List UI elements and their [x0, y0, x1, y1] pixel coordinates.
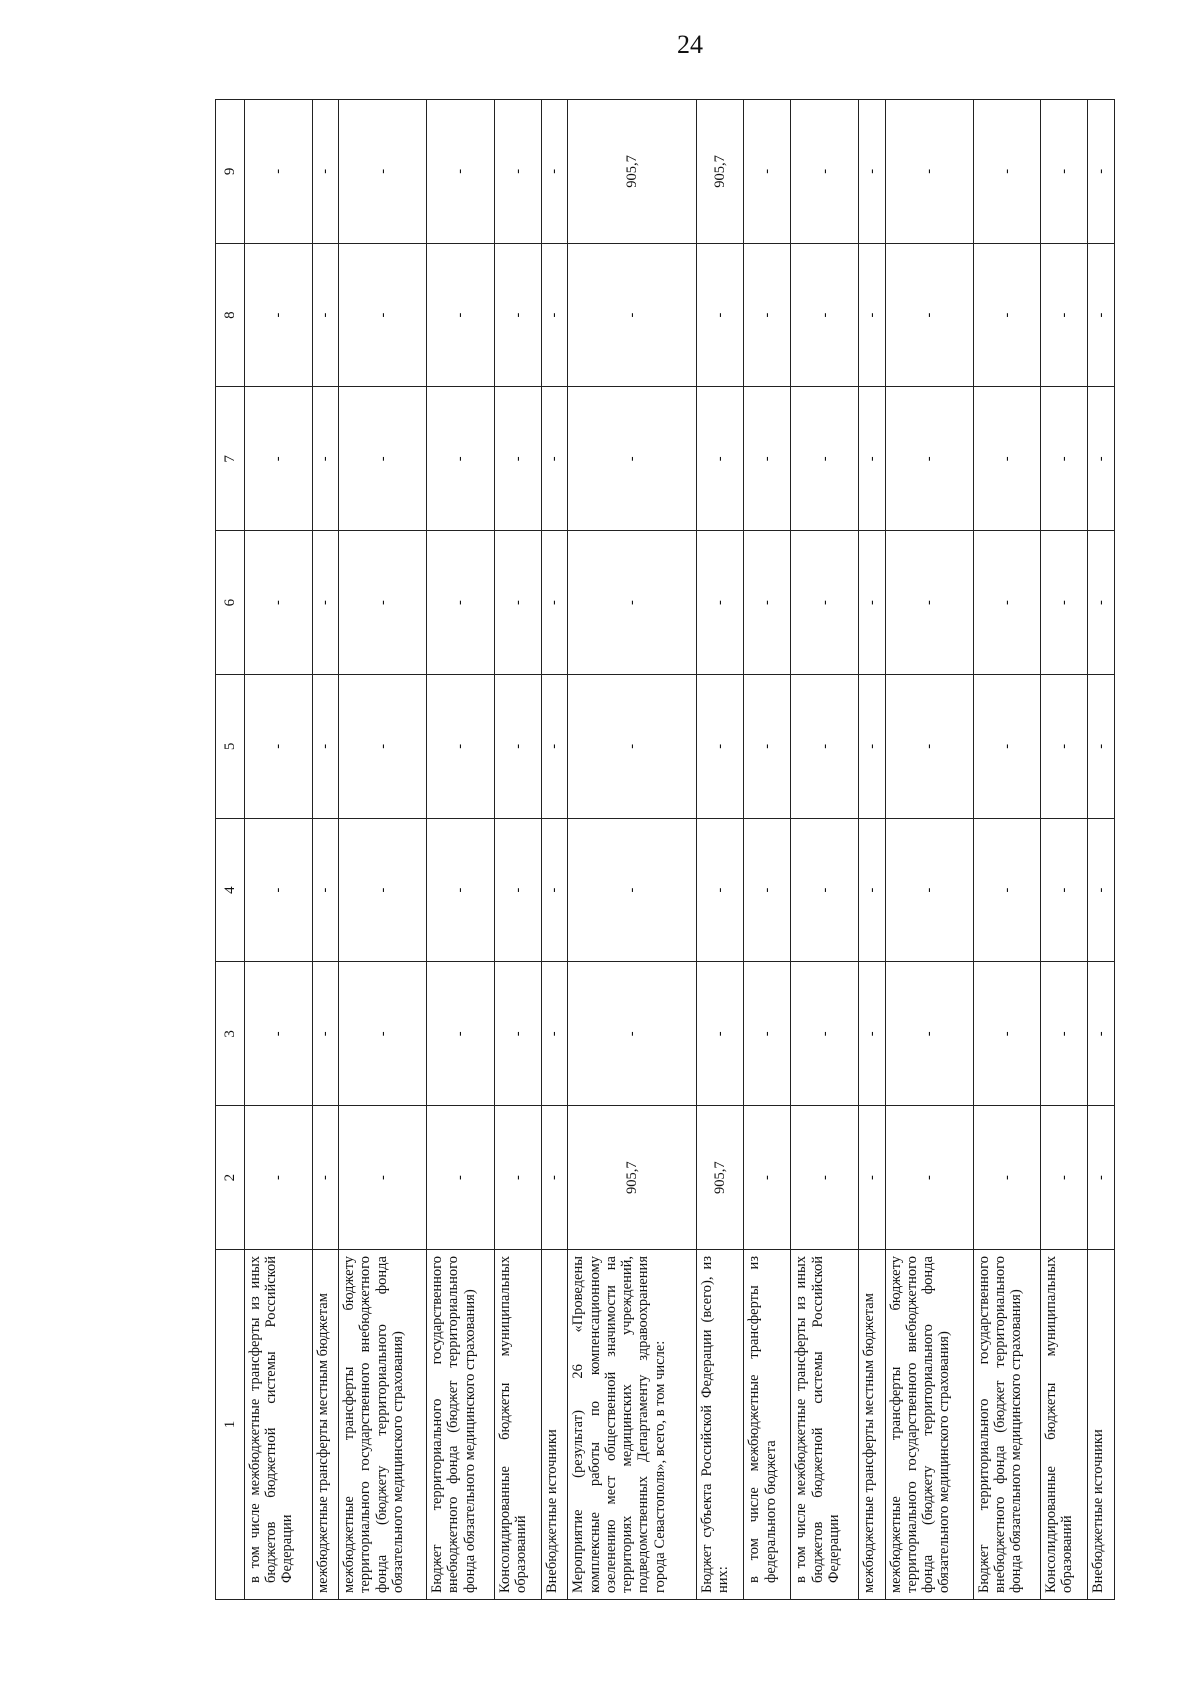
value-cell: -	[312, 1106, 339, 1250]
value-cell: -	[973, 387, 1041, 531]
row-label: межбюджетные трансферты бюджету территориального государственного внебюджетного фонда (бюджету территориального фонда обязательного медицинского страхования)	[339, 1250, 427, 1600]
table-row	[858, 100, 885, 1600]
table-row	[541, 100, 568, 1600]
value-cell: -	[697, 818, 744, 962]
value-cell: -	[1088, 387, 1115, 531]
value-cell: -	[427, 1106, 495, 1250]
value-cell: -	[1041, 531, 1088, 675]
column-header: 7	[216, 387, 245, 531]
value-cell: -	[541, 387, 568, 531]
column-header: 8	[216, 243, 245, 387]
value-cell: -	[697, 675, 744, 819]
value-cell: -	[791, 387, 859, 531]
value-cell: -	[312, 675, 339, 819]
value-cell: -	[1041, 243, 1088, 387]
value-cell: -	[568, 243, 697, 387]
table-row	[697, 100, 744, 1600]
value-cell: -	[245, 243, 313, 387]
value-cell: -	[1088, 243, 1115, 387]
value-cell: -	[568, 818, 697, 962]
value-cell: -	[339, 962, 427, 1106]
value-cell: -	[791, 100, 859, 244]
column-header: 3	[216, 962, 245, 1106]
value-cell: -	[791, 1106, 859, 1250]
value-cell: -	[494, 818, 541, 962]
value-cell: -	[312, 962, 339, 1106]
value-cell: -	[973, 962, 1041, 1106]
table-row	[245, 100, 313, 1600]
value-cell: -	[885, 100, 973, 244]
value-cell: -	[973, 243, 1041, 387]
value-cell: -	[339, 1106, 427, 1250]
value-cell: -	[1041, 818, 1088, 962]
value-cell: -	[858, 531, 885, 675]
value-cell: -	[312, 818, 339, 962]
table-row	[427, 100, 495, 1600]
row-label: в том числе межбюджетные трансферты из федерального бюджета	[744, 1250, 791, 1600]
value-cell: -	[494, 100, 541, 244]
value-cell: -	[973, 531, 1041, 675]
row-label: Бюджет субъекта Российской Федерации (всего), из них:	[697, 1250, 744, 1600]
value-cell: -	[885, 243, 973, 387]
value-cell: -	[1088, 531, 1115, 675]
value-cell: -	[1041, 387, 1088, 531]
value-cell: -	[791, 818, 859, 962]
value-cell: -	[791, 675, 859, 819]
value-cell: -	[885, 818, 973, 962]
value-cell: -	[885, 1106, 973, 1250]
value-cell: -	[744, 1106, 791, 1250]
table-row	[744, 100, 791, 1600]
row-label: межбюджетные трансферты местным бюджетам	[858, 1250, 885, 1600]
value-cell: 905,7	[568, 100, 697, 244]
value-cell: -	[973, 1106, 1041, 1250]
value-cell: -	[744, 531, 791, 675]
value-cell: -	[427, 387, 495, 531]
value-cell: -	[858, 387, 885, 531]
value-cell: -	[885, 387, 973, 531]
rotated-table-container	[215, 100, 1115, 1600]
value-cell: -	[339, 675, 427, 819]
page-number: 24	[677, 30, 703, 59]
value-cell: -	[245, 531, 313, 675]
value-cell: -	[245, 818, 313, 962]
value-cell: -	[494, 675, 541, 819]
value-cell: -	[427, 675, 495, 819]
value-cell: -	[245, 675, 313, 819]
value-cell: -	[858, 962, 885, 1106]
value-cell: -	[494, 1106, 541, 1250]
value-cell: -	[858, 243, 885, 387]
value-cell: -	[1088, 100, 1115, 244]
value-cell: -	[885, 675, 973, 819]
value-cell: -	[568, 387, 697, 531]
value-cell: -	[1088, 818, 1115, 962]
row-label: Внебюджетные источники	[1088, 1250, 1115, 1600]
value-cell: -	[697, 387, 744, 531]
value-cell: -	[885, 531, 973, 675]
table-row	[791, 100, 859, 1600]
value-cell: -	[541, 100, 568, 244]
value-cell: -	[494, 387, 541, 531]
value-cell: -	[973, 675, 1041, 819]
row-label: межбюджетные трансферты местным бюджетам	[312, 1250, 339, 1600]
value-cell: -	[1041, 1106, 1088, 1250]
value-cell: -	[744, 243, 791, 387]
table-row	[1041, 100, 1088, 1600]
value-cell: -	[312, 243, 339, 387]
column-header: 9	[216, 100, 245, 244]
value-cell: -	[339, 818, 427, 962]
value-cell: -	[339, 531, 427, 675]
value-cell: -	[885, 962, 973, 1106]
value-cell: -	[1041, 675, 1088, 819]
value-cell: -	[312, 100, 339, 244]
row-label: Консолидированные бюджеты муниципальных образований	[1041, 1250, 1088, 1600]
table-row	[339, 100, 427, 1600]
value-cell: -	[1088, 962, 1115, 1106]
column-header: 4	[216, 818, 245, 962]
row-label: в том числе межбюджетные трансферты из иных бюджетов бюджетной системы Российской Федерации	[791, 1250, 859, 1600]
value-cell: -	[541, 962, 568, 1106]
value-cell: -	[858, 100, 885, 244]
value-cell: -	[744, 100, 791, 244]
value-cell: -	[744, 818, 791, 962]
value-cell: -	[245, 962, 313, 1106]
value-cell: -	[568, 675, 697, 819]
value-cell: -	[1088, 675, 1115, 819]
value-cell: 905,7	[697, 100, 744, 244]
value-cell: -	[494, 962, 541, 1106]
table-row	[1088, 100, 1115, 1600]
value-cell: -	[858, 675, 885, 819]
value-cell: -	[744, 387, 791, 531]
value-cell: -	[568, 531, 697, 675]
value-cell: -	[541, 818, 568, 962]
value-cell: -	[568, 962, 697, 1106]
value-cell: -	[494, 531, 541, 675]
table-row	[494, 100, 541, 1600]
table-body	[245, 100, 1115, 1600]
row-label: в том числе межбюджетные трансферты из иных бюджетов бюджетной системы Российской Федерации	[245, 1250, 313, 1600]
value-cell: -	[1041, 100, 1088, 244]
value-cell: -	[427, 818, 495, 962]
value-cell: -	[744, 962, 791, 1106]
value-cell: -	[1088, 1106, 1115, 1250]
value-cell: -	[427, 531, 495, 675]
value-cell: -	[791, 243, 859, 387]
value-cell: -	[245, 1106, 313, 1250]
value-cell: -	[541, 1106, 568, 1250]
value-cell: -	[791, 531, 859, 675]
value-cell: -	[973, 818, 1041, 962]
value-cell: -	[973, 100, 1041, 244]
value-cell: -	[339, 243, 427, 387]
table-row	[568, 100, 697, 1600]
value-cell: -	[541, 531, 568, 675]
value-cell: -	[339, 387, 427, 531]
column-header: 1	[216, 1250, 245, 1600]
column-header: 2	[216, 1106, 245, 1250]
value-cell: -	[858, 1106, 885, 1250]
column-header: 5	[216, 675, 245, 819]
value-cell: -	[339, 100, 427, 244]
row-label: Консолидированные бюджеты муниципальных образований	[494, 1250, 541, 1600]
value-cell: -	[858, 818, 885, 962]
value-cell: -	[427, 962, 495, 1106]
value-cell: -	[427, 243, 495, 387]
value-cell: -	[312, 387, 339, 531]
value-cell: -	[494, 243, 541, 387]
value-cell: 905,7	[697, 1106, 744, 1250]
value-cell: -	[245, 387, 313, 531]
value-cell: 905,7	[568, 1106, 697, 1250]
value-cell: -	[541, 675, 568, 819]
value-cell: -	[744, 675, 791, 819]
table-row	[312, 100, 339, 1600]
row-label: Бюджет территориального государственного внебюджетного фонда (бюджет территориального фонда обязательного медицинского страхования)	[427, 1250, 495, 1600]
value-cell: -	[312, 531, 339, 675]
table-header-row	[216, 100, 245, 1600]
value-cell: -	[697, 962, 744, 1106]
row-label: межбюджетные трансферты бюджету территориального государственного внебюджетного фонда (бюджету территориального фонда обязательного медицинского страхования)	[885, 1250, 973, 1600]
value-cell: -	[697, 531, 744, 675]
value-cell: -	[427, 100, 495, 244]
table-row	[973, 100, 1041, 1600]
row-label: Мероприятие (результат) 26 «Проведены комплексные работы по компенсационному озеленению мест общественной значимости на территориях медицинских учреждений, подведомственных Департаменту здравоохранения города Севастополя», всего, в том числе:	[568, 1250, 697, 1600]
value-cell: -	[791, 962, 859, 1106]
value-cell: -	[245, 100, 313, 244]
value-cell: -	[697, 243, 744, 387]
table-row	[885, 100, 973, 1600]
value-cell: -	[541, 243, 568, 387]
column-header: 6	[216, 531, 245, 675]
value-cell: -	[1041, 962, 1088, 1106]
budget-table	[215, 99, 1115, 1600]
row-label: Бюджет территориального государственного внебюджетного фонда (бюджет территориального фонда обязательного медицинского страхования)	[973, 1250, 1041, 1600]
row-label: Внебюджетные источники	[541, 1250, 568, 1600]
